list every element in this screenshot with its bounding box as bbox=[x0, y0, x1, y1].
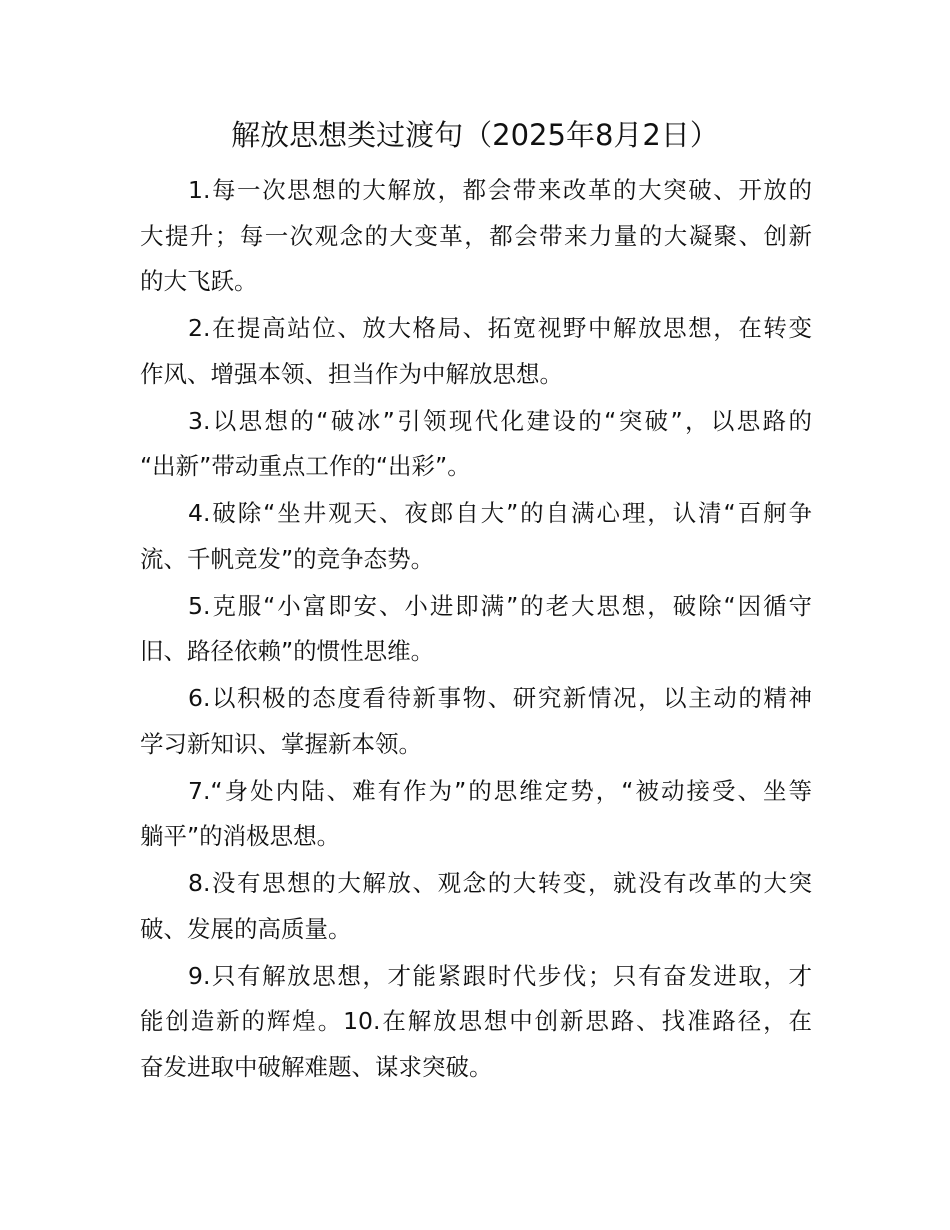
paragraph-2 bbox=[140, 306, 812, 397]
paragraph-line: 2.在提高站位、放大格局、拓宽视野中解放思想，在转变 bbox=[188, 314, 812, 342]
document-body bbox=[140, 168, 812, 1092]
paragraph-line: 破、发展的高质量。 bbox=[140, 914, 352, 943]
paragraph-line: “出新”带动重点工作的“出彩”。 bbox=[140, 452, 471, 480]
paragraph-line: 大提升；每一次观念的大变革，都会带来力量的大凝聚、创新 bbox=[140, 221, 812, 250]
paragraph-1 bbox=[140, 168, 812, 305]
paragraph-line: 奋发进取中破解难题、谋求突破。 bbox=[140, 1052, 493, 1081]
paragraph-4 bbox=[140, 491, 812, 582]
document-title: 解放思想类过渡句（2025年8月2日） bbox=[231, 118, 719, 152]
paragraph-line: 4.破除“坐井观天、夜郎自大”的自满心理，认清“百舸争 bbox=[188, 499, 812, 527]
paragraph-line: 9.只有解放思想，才能紧跟时代步伐；只有奋发进取，才 bbox=[188, 961, 812, 990]
paragraph-line: 6.以积极的态度看待新事物、研究新情况，以主动的精神 bbox=[188, 684, 812, 712]
paragraph-line: 3.以思想的“破冰”引领现代化建设的“突破”，以思路的 bbox=[188, 406, 812, 435]
paragraph-line: 的大飞跃。 bbox=[140, 267, 258, 295]
paragraph-6 bbox=[140, 676, 812, 767]
paragraph-line: 能创造新的辉煌。10.在解放思想中创新思路、找准路径，在 bbox=[140, 1007, 812, 1035]
paragraph-line: 7.“身处内陆、难有作为”的思维定势，“被动接受、坐等 bbox=[188, 776, 812, 805]
paragraph-line: 8.没有思想的大解放、观念的大转变，就没有改革的大突 bbox=[188, 869, 812, 897]
paragraph-line: 作风、增强本领、担当作为中解放思想。 bbox=[140, 359, 563, 388]
paragraph-line: 学习新知识、掌握新本领。 bbox=[140, 729, 422, 758]
paragraph-9 bbox=[140, 954, 812, 1091]
paragraph-line: 流、千帆竞发”的竞争态势。 bbox=[140, 544, 435, 573]
paragraph-line: 旧、路径依赖”的惯性思维。 bbox=[140, 637, 435, 665]
paragraph-3 bbox=[140, 399, 812, 490]
paragraph-8 bbox=[140, 861, 812, 952]
paragraph-line: 1.每一次思想的大解放，都会带来改革的大突破、开放的 bbox=[188, 176, 812, 204]
paragraph-5 bbox=[140, 584, 812, 675]
paragraph-line: 5.克服“小富即安、小进即满”的老大思想，破除“因循守 bbox=[188, 591, 812, 620]
paragraph-7 bbox=[140, 769, 812, 860]
paragraph-line: 躺平”的消极思想。 bbox=[140, 822, 341, 850]
